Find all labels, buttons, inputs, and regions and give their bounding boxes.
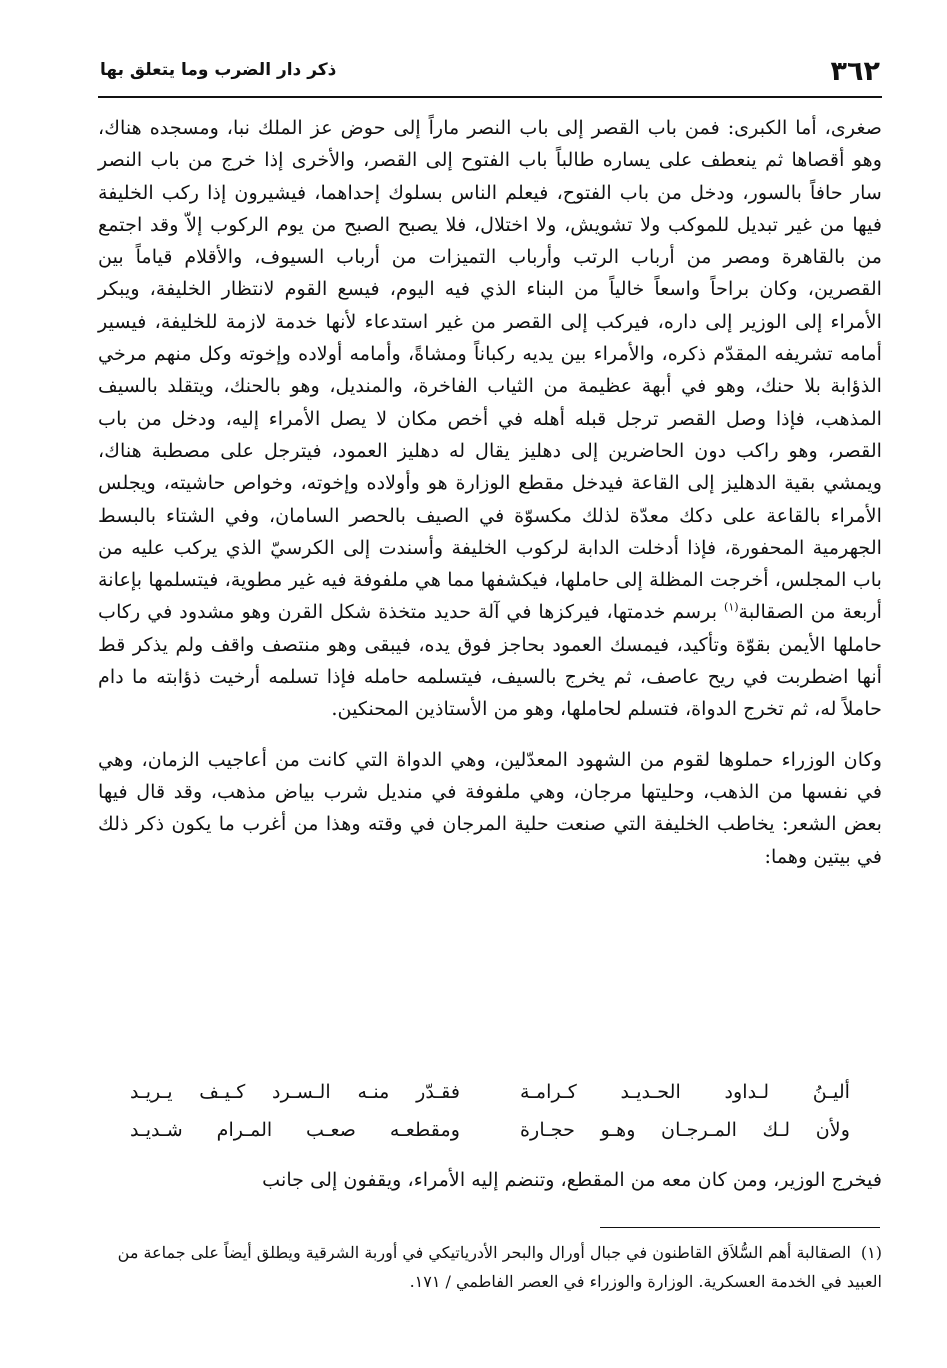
running-header: [100, 52, 880, 92]
paragraph-1-continued: برسم خدمتها، فيركزها في آلة حديد متخذة شكل القرن وهو مشدود في ركاب حاملها الأيمن بقوّة وتأكيد، فيمسك العمود بحاجز فوق يده، فيبقى وهو منتصف واقف ولم يذكر قط أنها اضطربت في ريح عاصف، ثم يخرج بالسيف، فيتسلمه حامله فإذا تسلمه أرخيت ذؤابته ما دام حاملاً له، ثم تخرج الدواة، فتسلم لحاملها، وهو من الأستاذين المحنكين.: [98, 600, 882, 721]
closing-paragraph: فيخرج الوزير، ومن كان معه من المقطع، وتنضم إليه الأمراء، ويقفون إلى جانب: [262, 1168, 882, 1191]
verse-2-first-hemistich: ولأن لـك المـرجـان وهـو حجـارة: [520, 1118, 850, 1141]
verse-1-first-hemistich: أليـنُ لـداود الحـديـد كـرامـة: [520, 1080, 850, 1103]
footnote: [98, 1238, 882, 1296]
verse-2-second-hemistich: ومقطعـه صعـب المـرام شـديـد: [130, 1118, 460, 1141]
footnote-divider: [600, 1227, 880, 1228]
poem: [130, 1074, 850, 1150]
verse-2: [130, 1112, 850, 1150]
footnote-reference: (١): [724, 601, 739, 615]
header-divider: [98, 96, 882, 98]
footnote-number: (١): [860, 1243, 882, 1262]
page-number: ٣٦٢: [830, 56, 880, 87]
verse-1-second-hemistich: فقـدّر منـه الـسـرد كـيـف يـريـد: [130, 1080, 460, 1103]
chapter-title: ذكر دار الضرب وما يتعلق بها: [100, 60, 337, 80]
paragraph-1: [98, 112, 882, 726]
paragraph-1-text: صغرى، أما الكبرى: فمن باب القصر إلى باب النصر ماراً إلى حوض عز الملك نبا، ومسجده هناك، وهو أقصاها ثم ينعطف على يساره طالباً باب الفتوح إلى القصر، والأخرى إذا خرج من باب النصر سار حافاً بالسور، ودخل من باب الفتوح، فيعلم الناس بسلوك إحداهما، فيشيرون إذا ركب الخليفة فيها من غير تبديل للموكب ولا تشويش، ولا اختلال، فلا يصبح الصبح من يوم الركوب إلاّ وقد اجتمع من بالقاهرة ومصر من أرباب الرتب وأرباب التميزات من أرباب السيوف، والأقلام قياماً بين القصرين، وكان براحاً واسعاً خالياً من البناء الذي فيه اليوم، فيسع القوم لانتظار الخليفة، ويبكر الأمراء إلى الوزير إلى داره، فيركب إلى القصر من غير استدعاء لأنها خدمة لازمة للخليفة، فيسير أمامه تشريفه المقدّم ذكره، والأمراء بين يديه ركباناً ومشاةً، وأمامه أولاده وإخوته وكل منهم مرخي الذؤابة بلا حنك، وهو في أبهة عظيمة من الثياب الفاخرة، والمنديل، وهو بالحنك، ويتقلد بالسيف المذهب، فإذا وصل القصر ترجل قبله أهله في أخص مكان لا يصل الأمراء إليه، ودخل من باب القصر، وهو راكب دون الحاضرين إلى دهليز يقال له دهليز العمود، فيترجل على مصطبة هناك، ويمشي بقية الدهليز إلى القاعة فيدخل مقطع الوزارة هو وأولاده وإخوته، وخواص حاشيته، ويجلس الأمراء بالقاعة على دكك معدّة لذلك مكسوّة في الصيف بالحصر السامان، وفي الشتاء بالبسط الجهرمية المحفورة، فإذا أدخلت الدابة لركوب الخليفة وأسندت إلى الكرسيّ الذي يركب عليه من باب المجلس، أخرجت المظلة إلى حاملها، فيكشفها مما هي ملفوفة فيه غير مطوية، فيتسلمها بإعانة أربعة من الصقالبة: [98, 116, 882, 624]
verse-1: [130, 1074, 850, 1112]
footnote-text: الصقالبة أهم السُّلاَق القاطنون في جبال أورال والبحر الأدرياتيكي في أوربة الشرقية ويطلق أيضاً على جماعة من العبيد في الخدمة العسكرية. الوزارة والوزراء في العصر الفاطمي / ١٧١.: [117, 1243, 882, 1291]
paragraph-2: وكان الوزراء حملوها لقوم من الشهود المعدّلين، وهي الدواة التي كانت من أعاجيب الزمان، وهي في نفسها من الذهب، وحليتها مرجان، وهي ملفوفة في منديل شرب بياض مذهب، وقد قال فيها بعض الشعر: يخاطب الخليفة التي صنعت حلية المرجان في وقته وهذا من أغرب ما يكون ذكر ذلك في بيتين وهما:: [98, 747, 882, 868]
main-text: [98, 112, 882, 873]
